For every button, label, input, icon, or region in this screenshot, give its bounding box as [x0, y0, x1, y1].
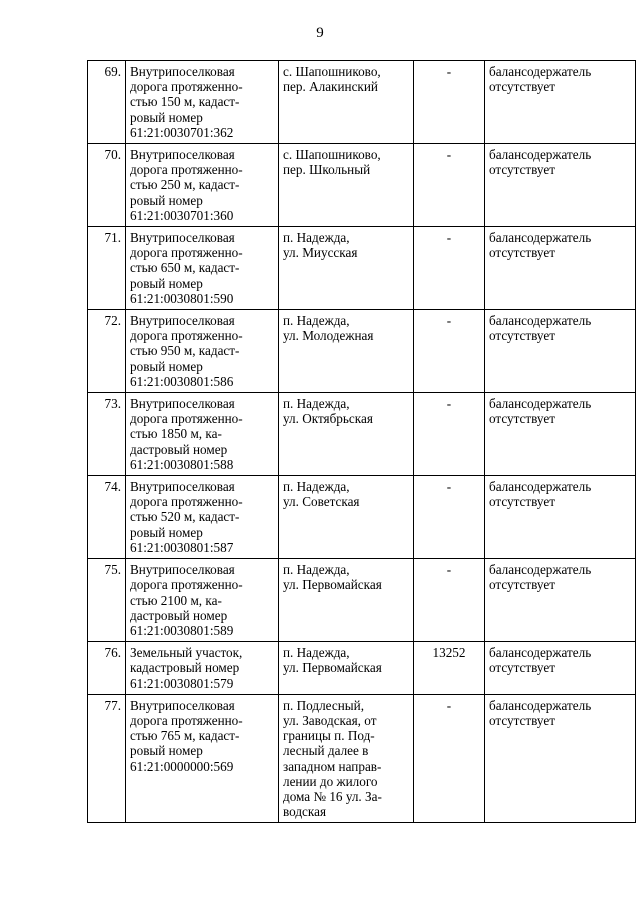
desc-line: 61:21:0030701:360 — [130, 207, 234, 223]
holder-line: балансодержатель — [489, 64, 592, 79]
object-area-cell — [414, 694, 485, 823]
object-address-cell — [279, 476, 414, 559]
object-address-cell — [279, 694, 414, 823]
object-area-value: - — [446, 396, 452, 412]
holder-line: отсутствует — [489, 162, 555, 178]
desc-line: 61:21:0000000:569 — [130, 758, 234, 774]
addr-line: п. Надежда, — [283, 230, 350, 246]
balance-holder-cell — [485, 310, 636, 393]
desc-line: ровый номер — [130, 358, 203, 374]
desc-line: 61:21:0030801:590 — [130, 290, 234, 306]
balance-holder-cell — [485, 227, 636, 310]
row-number-cell — [88, 144, 126, 227]
row-number: 69. — [104, 64, 121, 79]
addr-line: пер. Школьный — [283, 162, 371, 178]
desc-line: ровый номер — [130, 275, 203, 291]
object-area-cell — [414, 476, 485, 559]
desc-line: стью 1850 м, ка- — [130, 426, 222, 442]
row-number-cell — [88, 61, 126, 144]
addr-line: водская — [283, 804, 327, 820]
addr-line: п. Надежда, — [283, 479, 350, 495]
object-area-cell — [414, 144, 485, 227]
table-row — [88, 144, 636, 227]
row-number-cell — [88, 642, 126, 695]
addr-line: лении до жилого — [283, 773, 378, 789]
row-number-cell — [88, 310, 126, 393]
desc-line: стью 650 м, кадаст- — [130, 260, 240, 276]
desc-line: Внутрипоселковая — [130, 147, 235, 163]
row-number: 74. — [104, 479, 121, 495]
row-number: 75. — [104, 562, 121, 578]
registry-table-body — [88, 61, 636, 823]
desc-line: дорога протяженно- — [130, 577, 243, 593]
addr-line: п. Надежда, — [283, 562, 350, 578]
row-number: 71. — [104, 230, 121, 246]
object-address-cell — [279, 227, 414, 310]
addr-line: ул. Советская — [283, 494, 360, 510]
object-area-value: - — [446, 562, 452, 578]
row-number-cell — [88, 559, 126, 642]
desc-line: дорога протяженно- — [130, 712, 243, 728]
table-row — [88, 694, 636, 823]
object-description-cell — [126, 476, 279, 559]
table-row — [88, 227, 636, 310]
table-row — [88, 559, 636, 642]
row-number: 77. — [104, 697, 121, 713]
desc-line: дастровый номер — [130, 607, 228, 623]
holder-line: балансодержатель — [489, 697, 592, 713]
desc-line: Внутрипоселковая — [130, 697, 235, 713]
desc-line: ровый номер — [130, 524, 203, 540]
desc-line: Внутрипоселковая — [130, 64, 235, 79]
desc-line: стью 250 м, кадаст- — [130, 177, 240, 193]
addr-line: границы п. Под- — [283, 728, 375, 744]
table-row — [88, 476, 636, 559]
page-number: 9 — [316, 25, 324, 41]
desc-line: дорога протяженно- — [130, 245, 243, 261]
object-area-value: 13252 — [432, 645, 466, 661]
row-number: 73. — [104, 396, 121, 412]
desc-line: дорога протяженно- — [130, 79, 243, 95]
row-number: 70. — [104, 147, 121, 163]
holder-line: отсутствует — [489, 660, 555, 676]
holder-line: балансодержатель — [489, 313, 592, 329]
desc-line: стью 2100 м, ка- — [130, 592, 222, 608]
object-description-cell — [126, 144, 279, 227]
object-area-value: - — [446, 147, 452, 163]
desc-line: 61:21:0030801:587 — [130, 539, 234, 555]
table-row — [88, 310, 636, 393]
desc-line: дастровый номер — [130, 441, 228, 457]
addr-line: п. Подлесный, — [283, 697, 364, 713]
balance-holder-cell — [485, 61, 636, 144]
object-address-cell — [279, 310, 414, 393]
object-area-cell — [414, 393, 485, 476]
addr-line: западном направ- — [283, 758, 382, 774]
object-area-cell — [414, 559, 485, 642]
balance-holder-cell — [485, 694, 636, 823]
object-description-cell — [126, 559, 279, 642]
desc-line: ровый номер — [130, 743, 203, 759]
addr-line: ул. Первомайская — [283, 660, 382, 676]
balance-holder-cell — [485, 393, 636, 476]
object-address-cell — [279, 642, 414, 695]
holder-line: отсутствует — [489, 712, 555, 728]
balance-holder-cell — [485, 559, 636, 642]
addr-line: п. Надежда, — [283, 396, 350, 412]
holder-line: балансодержатель — [489, 645, 592, 661]
table-row — [88, 642, 636, 695]
addr-line: ул. Молодежная — [283, 328, 374, 344]
desc-line: Внутрипоселковая — [130, 479, 235, 495]
object-area-value: - — [446, 313, 452, 329]
addr-line: п. Надежда, — [283, 313, 350, 329]
object-address-cell — [279, 559, 414, 642]
balance-holder-cell — [485, 642, 636, 695]
row-number-cell — [88, 393, 126, 476]
desc-line: стью 950 м, кадаст- — [130, 343, 240, 359]
desc-line: кадастровый номер — [130, 660, 240, 676]
desc-line: Внутрипоселковая — [130, 562, 235, 578]
addr-line: пер. Алакинский — [283, 79, 378, 95]
object-description-cell — [126, 310, 279, 393]
addr-line: с. Шапошниково, — [283, 64, 381, 79]
object-address-cell — [279, 393, 414, 476]
desc-line: 61:21:0030701:362 — [130, 124, 234, 140]
object-description-cell — [126, 393, 279, 476]
row-number-cell — [88, 694, 126, 823]
desc-line: дорога протяженно- — [130, 411, 243, 427]
holder-line: отсутствует — [489, 245, 555, 261]
table-row — [88, 61, 636, 144]
holder-line: отсутствует — [489, 494, 555, 510]
desc-line: 61:21:0030801:588 — [130, 456, 234, 472]
object-area-cell — [414, 642, 485, 695]
object-area-value: - — [446, 697, 452, 713]
desc-line: 61:21:0030801:586 — [130, 373, 234, 389]
holder-line: отсутствует — [489, 79, 555, 95]
addr-line: ул. Заводская, от — [283, 712, 377, 728]
holder-line: балансодержатель — [489, 562, 592, 578]
addr-line: п. Надежда, — [283, 645, 350, 661]
balance-holder-cell — [485, 144, 636, 227]
holder-line: балансодержатель — [489, 147, 592, 163]
holder-line: балансодержатель — [489, 479, 592, 495]
holder-line: отсутствует — [489, 577, 555, 593]
object-area-value: - — [446, 230, 452, 246]
object-description-cell — [126, 642, 279, 695]
desc-line: дорога протяженно- — [130, 494, 243, 510]
desc-line: ровый номер — [130, 192, 203, 208]
desc-line: 61:21:0030801:579 — [130, 675, 234, 691]
row-number: 76. — [104, 645, 121, 661]
table-row — [88, 393, 636, 476]
addr-line: ул. Октябрьская — [283, 411, 373, 427]
desc-line: стью 520 м, кадаст- — [130, 509, 240, 525]
object-description-cell — [126, 61, 279, 144]
addr-line: ул. Миусская — [283, 245, 358, 261]
addr-line: лесный далее в — [283, 743, 369, 759]
row-number-cell — [88, 476, 126, 559]
desc-line: Земельный участок, — [130, 645, 243, 661]
object-area-value: - — [446, 64, 452, 79]
object-area-cell — [414, 61, 485, 144]
desc-line: 61:21:0030801:589 — [130, 622, 234, 638]
desc-line: дорога протяженно- — [130, 162, 243, 178]
row-number: 72. — [104, 313, 121, 329]
row-number-cell — [88, 227, 126, 310]
object-area-cell — [414, 227, 485, 310]
desc-line: ровый номер — [130, 109, 203, 125]
holder-line: балансодержатель — [489, 230, 592, 246]
desc-line: стью 150 м, кадаст- — [130, 94, 240, 110]
property-registry-table — [87, 60, 636, 823]
object-area-cell — [414, 310, 485, 393]
addr-line: ул. Первомайская — [283, 577, 382, 593]
holder-line: отсутствует — [489, 328, 555, 344]
desc-line: Внутрипоселковая — [130, 230, 235, 246]
object-address-cell — [279, 144, 414, 227]
object-area-value: - — [446, 479, 452, 495]
balance-holder-cell — [485, 476, 636, 559]
holder-line: балансодержатель — [489, 396, 592, 412]
object-description-cell — [126, 694, 279, 823]
desc-line: дорога протяженно- — [130, 328, 243, 344]
desc-line: стью 765 м, кадаст- — [130, 728, 240, 744]
object-address-cell — [279, 61, 414, 144]
addr-line: дома № 16 ул. За- — [283, 788, 382, 804]
desc-line: Внутрипоселковая — [130, 396, 235, 412]
desc-line: Внутрипоселковая — [130, 313, 235, 329]
addr-line: с. Шапошниково, — [283, 147, 381, 163]
holder-line: отсутствует — [489, 411, 555, 427]
object-description-cell — [126, 227, 279, 310]
